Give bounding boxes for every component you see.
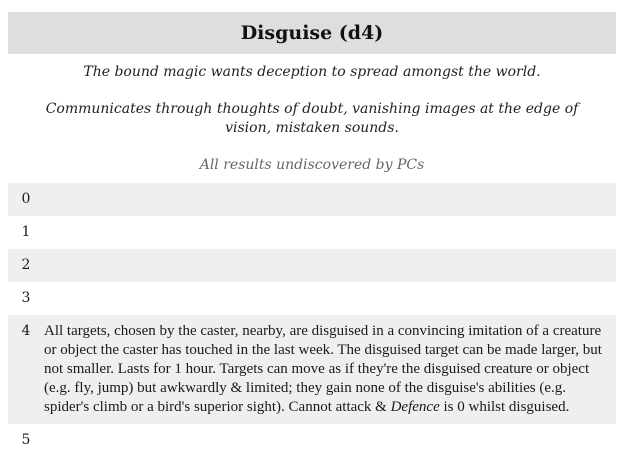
result-number: 3 — [21, 290, 31, 306]
result-number: 4 — [21, 323, 31, 339]
result-number: 5 — [21, 432, 31, 448]
result-row-0 — [8, 183, 616, 216]
result-row-4 — [8, 315, 616, 424]
result-text — [44, 183, 616, 216]
results-table — [8, 183, 616, 457]
result-number: 0 — [21, 191, 31, 207]
result-number: 2 — [21, 257, 31, 273]
spell-card — [8, 0, 616, 457]
discovery-status: All results undiscovered by PCs — [199, 157, 425, 173]
result-row-3 — [8, 282, 616, 315]
result-row-5 — [8, 424, 616, 457]
result-text — [44, 424, 616, 457]
result-text-end: is 0 whilst disguised. — [439, 399, 570, 415]
result-text — [44, 282, 616, 315]
result-row-2 — [8, 249, 616, 282]
result-text — [44, 216, 616, 249]
description-wants: The bound magic wants deception to spread amongst the world. — [83, 64, 541, 80]
result-text — [44, 249, 616, 282]
defence-term: Defence — [390, 399, 440, 415]
card-title: Disguise (d4) — [240, 22, 384, 44]
description-communicates: Communicates through thoughts of doubt, vanishing images at the edge of vision, mistaken sounds. — [45, 101, 579, 136]
result-text-main: All targets, chosen by the caster, nearby, are disguised in a convincing imitation of a creature or object the caster has touched in the last week. The disguised target can be made larger, but not smaller. Lasts for 1 hour. Targets can move as if they're the disguised creature or object (e.g. fly, jump) but awkwardly & limited; they gain none of the disguise's abilities (e.g. spider's climb or a bird's superior sight). Cannot attack & — [44, 323, 602, 415]
title-bar — [8, 12, 616, 54]
result-number: 1 — [21, 224, 31, 240]
result-row-1 — [8, 216, 616, 249]
result-text — [44, 315, 616, 424]
